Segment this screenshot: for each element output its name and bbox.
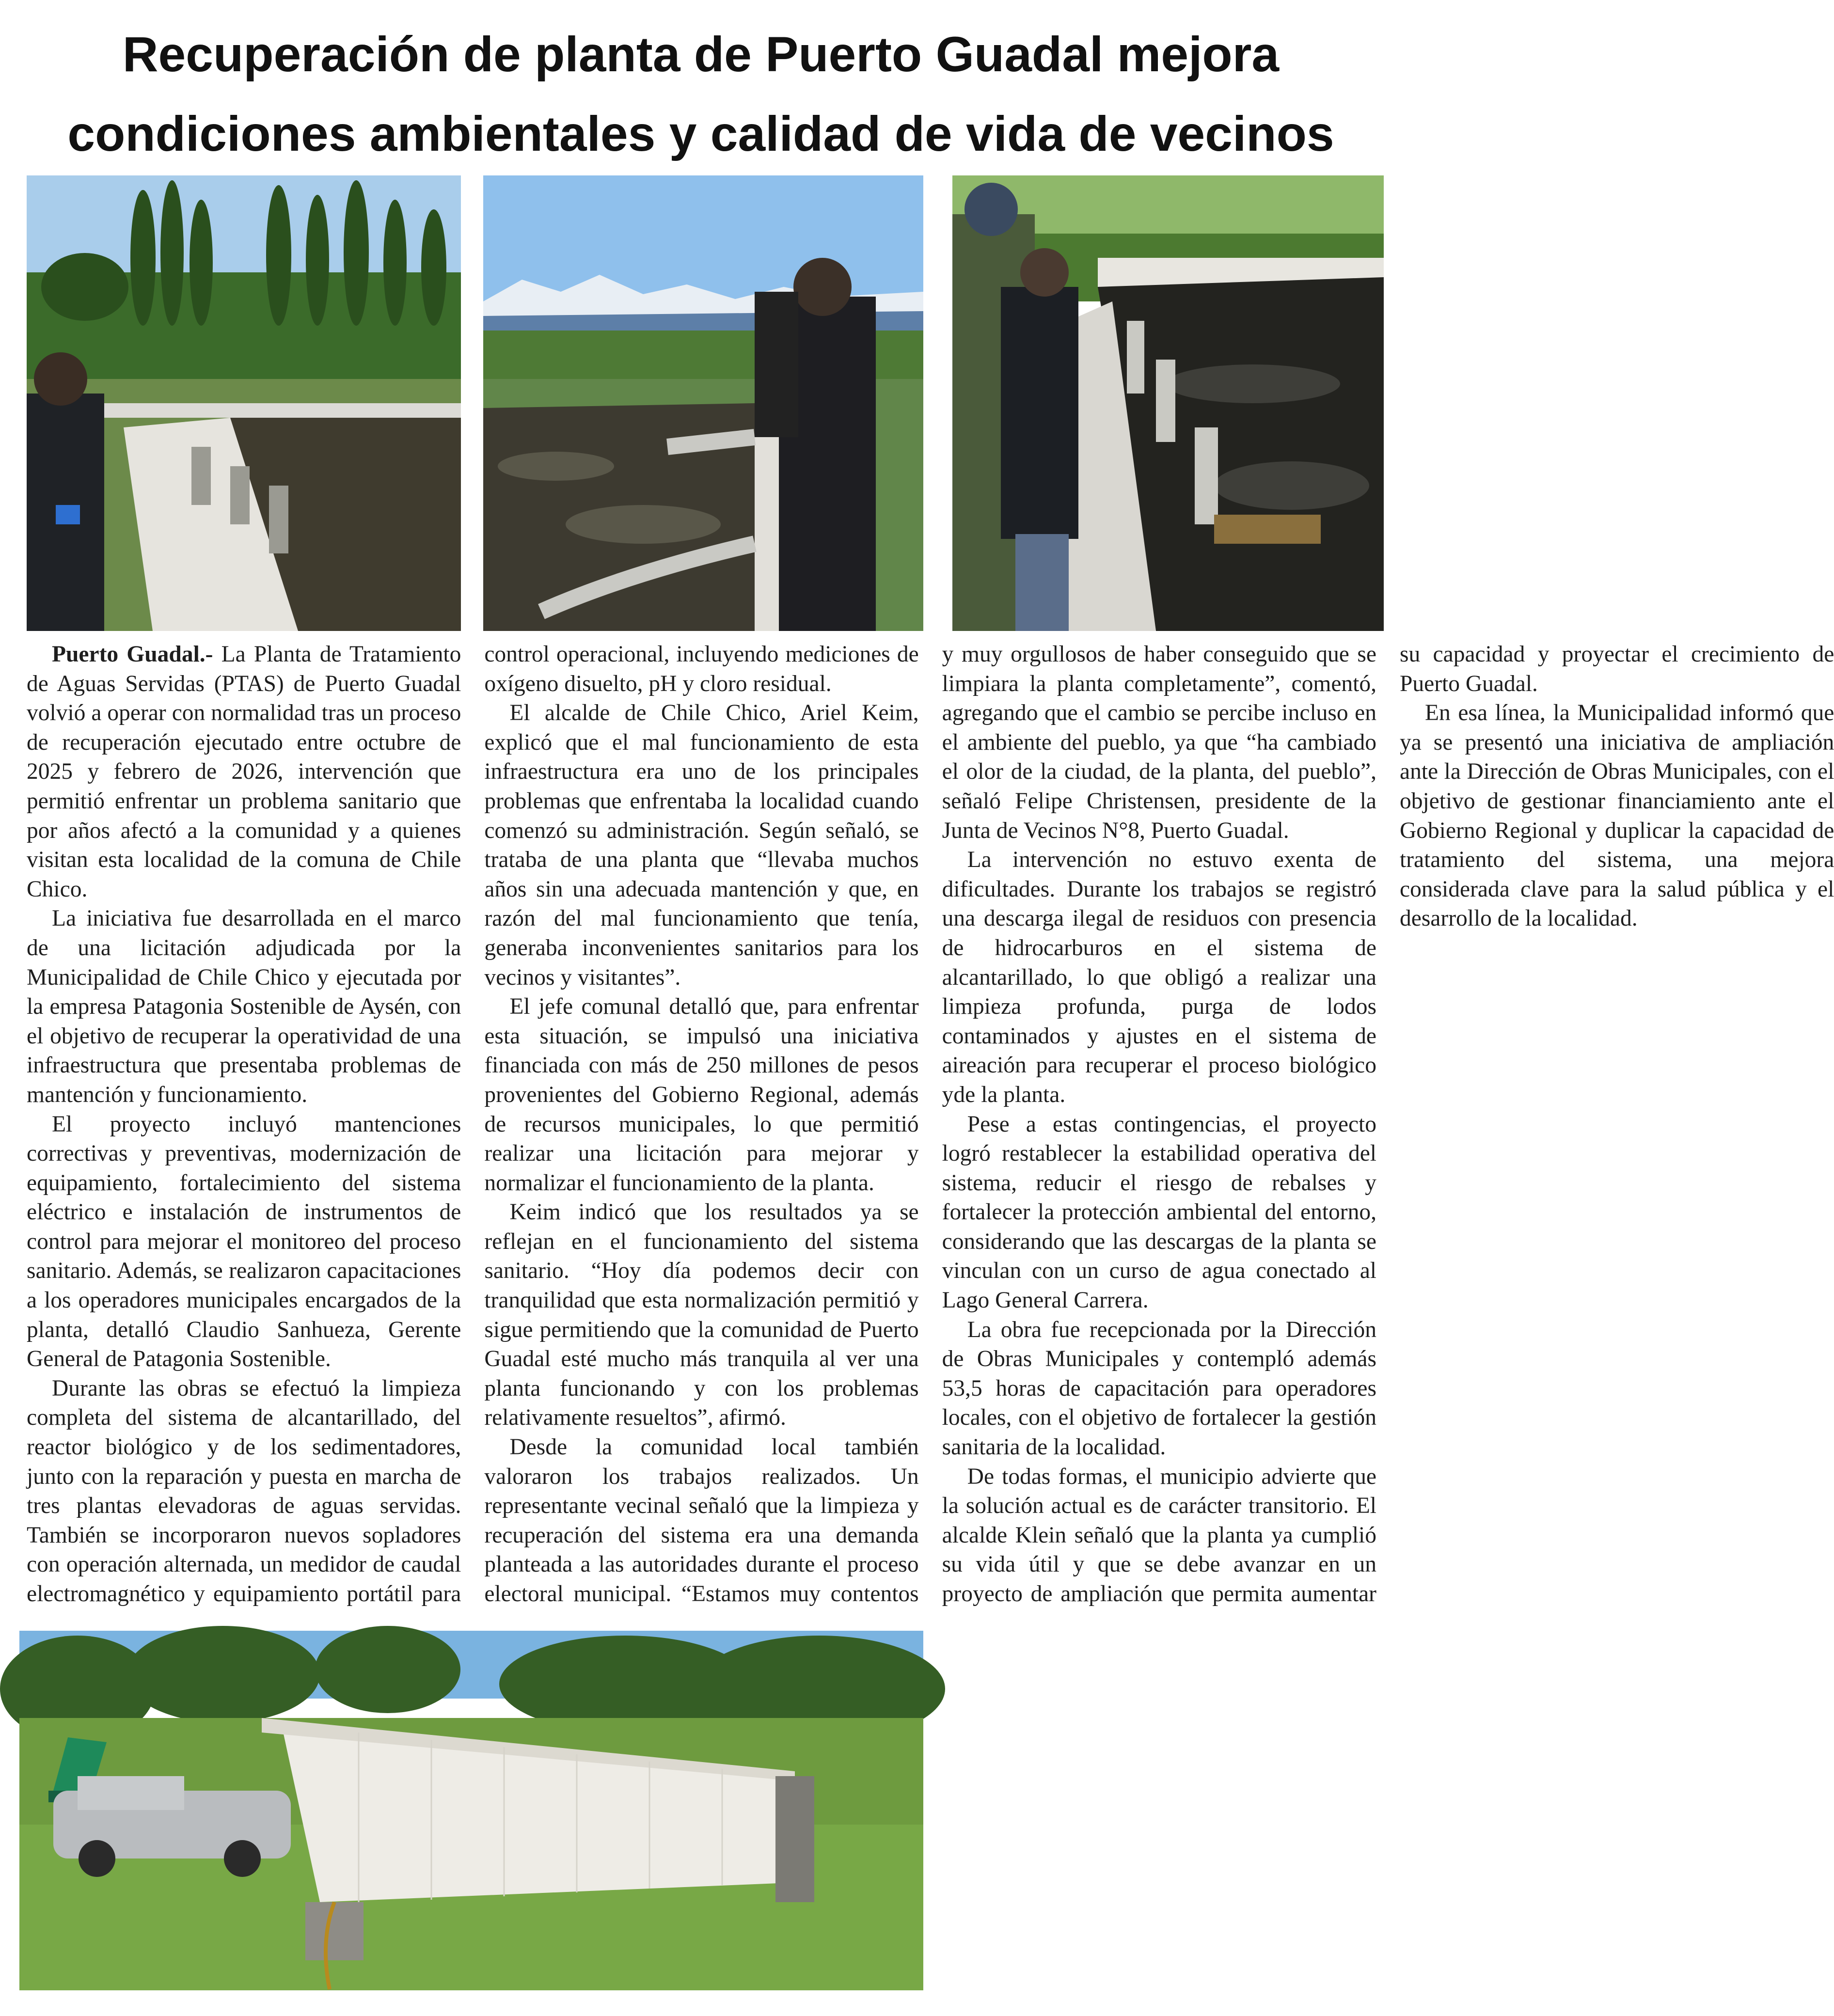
article-paragraph: El proyecto incluyó mantenciones correctivas y preventivas, modernización de equipamiento, fortalecimiento del sistema eléctrico e instalación de instrumentos de control para mejorar el monitoreo del proceso sanitario. Además, se realizaron capacitaciones a los operadores municipales encargados de la planta, detalló Claudio Sanhueza, Gerente General de Patagonia Sostenible.: [27, 1111, 461, 1372]
headline: Recuperación de planta de Puerto Guadal mejora condiciones ambientales y calidad de vida de vecinos: [67, 27, 1334, 161]
photo-plant-tank-worker: [27, 175, 461, 631]
article-paragraph: Durante las obras se efectuó la limpieza completa del sistema de alcantarillado, del reactor biológico y de los sedimentadores, junto con la reparación y puesta en marcha de tres plantas elevadoras de aguas servidas. También se incorporaron nuevos sopladores con operación alternada, un medidor de caudal electromagnético y equipamiento portátil para control operacional, incluyendo mediciones de oxígeno disuelto, pH y cloro residual.: [27, 642, 919, 1606]
photo-aeration-basin-image: [483, 175, 923, 631]
photo-aeration-basin-inspection: [483, 175, 923, 631]
photo-plant-tank-worker-image: [27, 175, 461, 631]
photo-treatment-plant-exterior: [19, 1631, 923, 1990]
paragraph-text: La Planta de Tratamiento de Aguas Servidas (PTAS) de Puerto Guadal volvió a operar con normalidad tras un proceso de recuperación ejecutado entre octubre de 2025 y febrero de 2026, intervención que permitió enfrentar un problema sanitario que por años afectó a la comunidad y a quienes visitan esta localidad de la comuna de Chile Chico.: [27, 642, 461, 902]
article-paragraph: Desde la comunidad local también valoraron los trabajos realizados. Un representante vecinal señaló que la limpieza y recuperación del sistema era una demanda planteada a las autoridades durante el proceso electoral municipal. “Estamos muy contentos y muy orgullosos de haber conseguido que se limpiara la planta completamente”, comentó, agregando que el cambio se percibe incluso en el ambiente del pueblo, ya que “ha cambiado el olor de la ciudad, de la planta, del pueblo”, señaló Felipe Christensen, presidente de la Junta de Vecinos N°8, Puerto Guadal.: [484, 642, 1376, 1606]
dateline: Puerto Guadal.-: [52, 642, 213, 667]
photo-operators-basin-image: [952, 175, 1384, 631]
photo-treatment-plant-exterior-image: [19, 1631, 923, 1990]
article-paragraph: En esa línea, la Municipalidad informó que ya se presentó una iniciativa de ampliación ante la Dirección de Obras Municipales, con el objetivo de gestionar financiamiento ante el Gobierno Regional y duplicar la capacidad de tratamiento del sistema, una mejora considerada clave para la salud pública y el desarrollo de la localidad.: [1399, 700, 1834, 931]
article-body: [27, 640, 1834, 1633]
article-paragraph: [27, 640, 461, 904]
article-paragraph: El alcalde de Chile Chico, Ariel Keim, explicó que el mal funcionamiento de esta infraestructura era uno de los principales problemas que enfrentaba la localidad cuando comenzó su administración. Según señaló, se trataba de una planta que “llevaba muchos años sin una adecuada mantención y que, en razón del mal funcionamiento que tenía, generaba inconvenientes sanitarios para los vecinos y visitantes”.: [484, 700, 919, 990]
article-paragraph: La obra fue recepcionada por la Dirección de Obras Municipales y contempló además 53,5 horas de capacitación para operadores locales, con el objetivo de fortalecer la gestión sanitaria de la localidad.: [942, 1317, 1376, 1460]
article-paragraph: De todas formas, el municipio advierte que la solución actual es de carácter transitorio. El alcalde Klein señaló que la planta ya cumplió su vida útil y que se debe avanzar en un proyecto de ampliación que permita aumentar su capacidad y proyectar el crecimiento de Puerto Guadal.: [942, 642, 1834, 1606]
article-paragraph: El jefe comunal detalló que, para enfrentar esta situación, se impulsó una iniciativa financiada con más de 250 millones de pesos provenientes del Gobierno Regional, además de recursos municipales, lo que permitió realizar una licitación para mejorar y normalizar el funcionamiento de la planta.: [484, 994, 919, 1196]
article-paragraph: La iniciativa fue desarrollada en el marco de una licitación adjudicada por la Municipalidad de Chile Chico y ejecutada por la empresa Patagonia Sostenible de Aysén, con el objetivo de recuperar la operatividad de una infraestructura que presentaba problemas de mantención y funcionamiento.: [27, 906, 461, 1107]
article-paragraph: Keim indicó que los resultados ya se reflejan en el funcionamiento del sistema sanitario. “Hoy día podemos decir con tranquilidad que esta normalización permitió y sigue permitiendo que la comunidad de Puerto Guadal esté mucho más tranquila al ver una planta funcionando y con los problemas relativamente resueltos”, afirmó.: [484, 1199, 919, 1431]
photo-operators-basin: [952, 175, 1384, 631]
article-paragraph: Pese a estas contingencias, el proyecto logró restablecer la estabilidad operativa del sistema, reducir el riesgo de rebalses y fortalecer la protección ambiental del entorno, considerando que las descargas de la planta se vinculan con un curso de agua conectado al Lago General Carrera.: [942, 1111, 1376, 1313]
article-paragraph: La intervención no estuvo exenta de dificultades. Durante los trabajos se registró una descarga ilegal de residuos con presencia de hidrocarburos en el sistema de alcantarillado, lo que obligó a realizar una limpieza profunda, purga de lodos contaminados y ajustes en el sistema de aireación para recuperar el proceso biológico yde la planta.: [942, 847, 1376, 1107]
